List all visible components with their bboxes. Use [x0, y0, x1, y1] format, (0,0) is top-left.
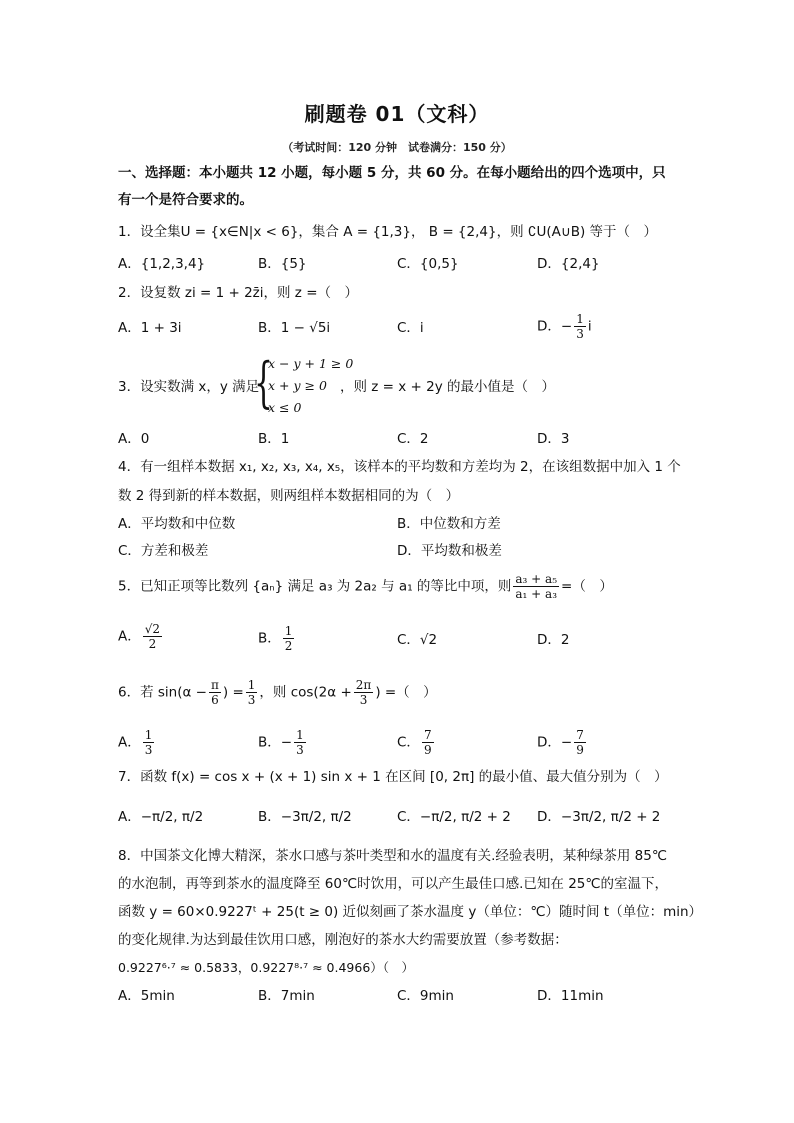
- question-4-line2: 数 2 得到新的样本数据，则两组样本数据相同的为（ ）: [118, 488, 460, 504]
- question-5-option-b: [258, 624, 296, 653]
- fraction-denominator: a₁ + a₃: [515, 587, 558, 601]
- question-4-option-a: A．平均数和中位数: [118, 516, 236, 532]
- question-6-option-b: [258, 728, 308, 757]
- fraction-denominator: 2: [148, 637, 157, 651]
- question-1-option-b: B．{5}: [258, 256, 307, 272]
- question-5-stem-pre: 5．已知正项等比数列 {aₙ} 满足 a₃ 为 2a₂ 与 a₁ 的等比中项，则: [118, 578, 512, 595]
- fraction-denominator: 3: [359, 693, 368, 707]
- constraint-1: x − y + 1 ≥ 0: [268, 356, 354, 371]
- section-instructions-line2: 有一个是符合要求的。: [118, 192, 253, 208]
- fraction: [354, 678, 374, 707]
- question-3-option-d: D．3: [537, 431, 570, 447]
- option-label: D．−: [537, 734, 573, 751]
- question-8-option-a: A．5min: [118, 988, 175, 1004]
- fraction: [246, 678, 258, 707]
- question-8-line1: 8．中国茶文化博大精深，茶水口感与茶叶类型和水的温度有关.经验表明，某种绿茶用 85℃: [118, 848, 668, 864]
- question-7-stem: 7．函数 f(x) = cos x + (x + 1) sin x + 1 在区间 [0, 2π] 的最小值、最大值分别为（ ）: [118, 769, 668, 785]
- fraction: [143, 728, 155, 757]
- question-6-option-a: [118, 728, 156, 757]
- option-label: B．: [258, 630, 281, 647]
- fraction: [513, 572, 559, 601]
- question-3-option-c: C．2: [397, 431, 429, 447]
- fraction-numerator: 1: [576, 312, 584, 326]
- fraction-denominator: 3: [296, 743, 304, 757]
- question-5-stem-post: =（ ）: [561, 578, 613, 595]
- question-4-option-b: B．中位数和方差: [397, 516, 501, 532]
- exam-info: （考试时间：120 分钟 试卷满分：150 分）: [282, 141, 512, 154]
- question-7-option-d: D．−3π/2, π/2 + 2: [537, 809, 661, 825]
- option-label: B．−: [258, 734, 293, 751]
- question-8-option-c: C．9min: [397, 988, 454, 1004]
- left-brace-icon: {: [254, 351, 273, 414]
- fraction-numerator: 1: [144, 728, 153, 742]
- fraction-numerator: 1: [247, 678, 256, 692]
- fraction-numerator: 2π: [355, 678, 372, 692]
- fraction: [209, 678, 221, 707]
- fraction-numerator: √2: [144, 622, 161, 636]
- fraction: [143, 622, 162, 651]
- question-8-line5: 0.9227⁶·⁷ ≈ 0.5833，0.9227⁸·⁷ ≈ 0.4966）（ ）: [118, 960, 415, 975]
- fraction: [422, 728, 434, 757]
- fraction: [294, 728, 306, 757]
- question-5-option-a: [118, 622, 164, 651]
- question-6-stem-post: ) =（ ）: [375, 684, 437, 701]
- fraction-denominator: 2: [284, 639, 293, 653]
- question-2-option-b: B．1 − √5i: [258, 320, 331, 336]
- question-7-option-c: C．−π/2, π/2 + 2: [397, 809, 511, 825]
- imaginary-unit: i: [587, 318, 592, 335]
- fraction-numerator: 7: [423, 728, 432, 742]
- question-1-option-d: D．{2,4}: [537, 256, 600, 272]
- fraction: [574, 312, 586, 341]
- question-6-stem-mid: ) =: [222, 684, 244, 701]
- question-3-option-b: B．1: [258, 431, 290, 447]
- fraction-numerator: 1: [284, 624, 293, 638]
- question-2-stem: 2．设复数 zi = 1 + 2z̄i，则 z =（ ）: [118, 285, 359, 301]
- option-label: C．: [397, 734, 420, 751]
- question-4-option-c: C．方差和极差: [118, 543, 209, 559]
- question-2-option-d: [537, 312, 592, 341]
- question-8-line4: 的变化规律.为达到最佳饮用口感，刚泡好的茶水大约需要放置（参考数据：: [118, 932, 568, 948]
- section-instructions-line1: 一、选择题：本小题共 12 小题，每小题 5 分，共 60 分。在每小题给出的四个选项中，只: [118, 165, 666, 181]
- option-label: A．: [118, 734, 141, 751]
- question-1-stem: 1．设全集U = {x∈N|x < 6}，集合 A = {1,3}， B = {2,4}，则 ∁U(A∪B) 等于（ ）: [118, 224, 658, 240]
- question-1-option-c: C．{0,5}: [397, 256, 459, 272]
- question-6-option-c: [397, 728, 436, 757]
- fraction: [283, 624, 295, 653]
- fraction-denominator: 3: [144, 743, 153, 757]
- question-2-option-c: C．i: [397, 320, 424, 336]
- fraction: [574, 728, 586, 757]
- fraction-numerator: 1: [296, 728, 304, 742]
- fraction-denominator: 9: [576, 743, 584, 757]
- question-6-option-d: [537, 728, 588, 757]
- question-5-option-d: D．2: [537, 632, 570, 648]
- question-4-option-d: D．平均数和极差: [397, 543, 502, 559]
- question-7-option-a: A．−π/2, π/2: [118, 809, 204, 825]
- question-8-option-d: D．11min: [537, 988, 604, 1004]
- question-7-option-b: B．−3π/2, π/2: [258, 809, 352, 825]
- fraction-denominator: 9: [423, 743, 432, 757]
- question-2-option-a: A．1 + 3i: [118, 320, 182, 336]
- question-1-option-a: A．{1,2,3,4}: [118, 256, 206, 272]
- fraction-numerator: 7: [576, 728, 584, 742]
- question-5-stem: [118, 572, 613, 601]
- question-6-stem-pre: 6．若 sin(α −: [118, 684, 207, 701]
- question-4-line1: 4．有一组样本数据 x₁, x₂, x₃, x₄, x₅，该样本的平均数和方差均为 2，在该组数据中加入 1 个: [118, 459, 681, 475]
- question-5-option-c: C．√2: [397, 632, 438, 648]
- constraint-2: x + y ≥ 0: [268, 378, 327, 393]
- constraint-3: x ≤ 0: [268, 400, 302, 415]
- question-6-stem-mid2: ，则 cos(2α +: [259, 684, 352, 701]
- question-8-line2: 的水泡制，再等到茶水的温度降至 60℃时饮用，可以产生最佳口感.已知在 25℃的室温下，: [118, 876, 669, 892]
- question-8-option-b: B．7min: [258, 988, 315, 1004]
- question-3-stem-post: ，则 z = x + 2y 的最小值是（ ）: [340, 379, 556, 395]
- question-3-stem-pre: 3．设实数满 x，y 满足: [118, 379, 260, 395]
- question-6-stem: [118, 678, 437, 707]
- question-2-option-d-label: D．−: [537, 318, 573, 335]
- fraction-denominator: 3: [576, 327, 584, 341]
- fraction-denominator: 6: [211, 693, 219, 707]
- option-label: A．: [118, 628, 141, 645]
- fraction-numerator: a₃ + a₅: [515, 572, 558, 586]
- fraction-numerator: π: [211, 678, 219, 692]
- question-3-option-a: A．0: [118, 431, 150, 447]
- fraction-denominator: 3: [247, 693, 256, 707]
- page-title: 刷题卷 01（文科）: [304, 102, 490, 126]
- question-8-line3: 函数 y = 60×0.9227ᵗ + 25(t ≥ 0) 近似刻画了茶水温度 y（单位：℃）随时间 t（单位：min）: [118, 904, 703, 920]
